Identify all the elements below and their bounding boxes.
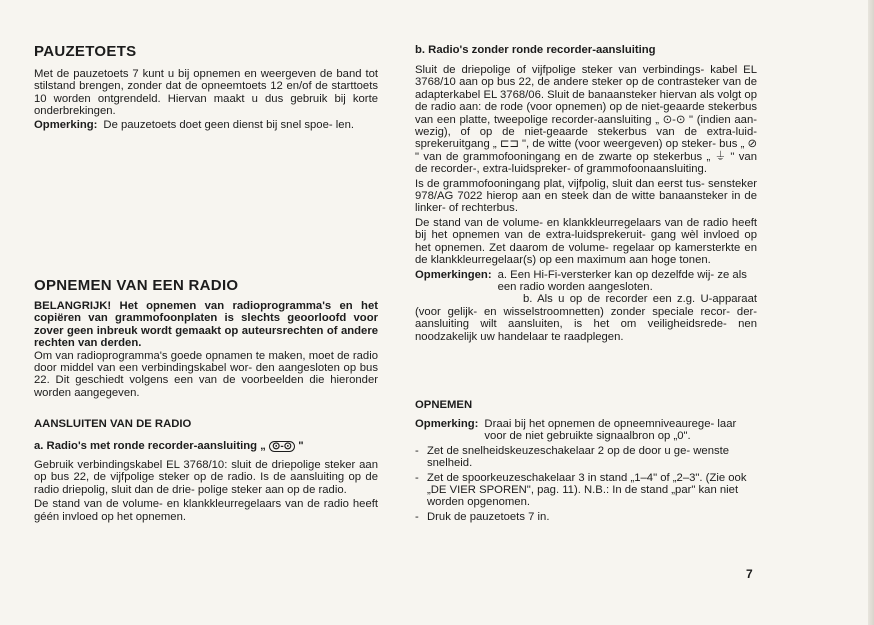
pauzetoets-heading: PAUZETOETS <box>34 43 137 60</box>
radio-b-text1: Sluit de driepolige of vijfpolige steker van verbindings- kabel EL 3768/10 aan op bus 22, de andere steker op de contrasteker van de adapterkabel EL 3768/06. Sluit de banaansteker hiervan als volgt op de radio aan: de rode (voor opnemen) op de niet-geaarde stekerbus van een platte, tweepolige recorder-aansluiting „ ⊙-⊙ " (indien aan- wezig), of op de niet-geaarde stekerbus van de extra-luid- sprekeruitgang „ ⊏⊐ ", de witte (voor weergeven) op steker- bus „ ⊘ " van de grammofooningang en de zwarte op stekerbus „ ⏚ " van de recorder-, extra-luidspreker- of grammofoonaansluiting. <box>415 64 757 176</box>
pauzetoets-text: Met de pauzetoets 7 kunt u bij opnemen en weergeven de band tot stilstand brengen, zonder dat de opneemtoets 12 en/of de starttoets 10 worden ontgrendeld. Hiervan maakt u dus gebruik bij korte onderbrekingen. <box>34 68 378 118</box>
opnemen-step-3 <box>415 511 757 523</box>
radio-b-note-a: a. Een Hi-Fi-versterker kan op dezelfde wij- ze als een radio worden aangesloten. <box>497 268 747 293</box>
page-number: 7 <box>746 567 753 581</box>
opnemen-note-text: Draai bij het opnemen de opneemniveaurege- laar voor de niet gebruikte signaalbron op „0". <box>484 418 737 443</box>
opnemen-step-1 <box>415 445 757 470</box>
round-recorder-socket-icon: ⊙-⊙ <box>269 441 295 452</box>
opnemen-note-label: Opmerking: <box>415 418 479 430</box>
page-edge <box>868 0 874 625</box>
dash-bullet: - <box>415 471 419 484</box>
opnemen-step-2-text: Zet de spoorkeuzeschakelaar 3 in stand „1–4" of „2–3". (Zie ook „DE VIER SPOREN", pag. 11). N.B.: In de stand „par" kan niet worden opgenomen. <box>427 471 747 509</box>
radio-a-text2: De stand van de volume- en klankkleurregelaars van de radio heeft géén invloed op het opnemen. <box>34 498 378 523</box>
opnemen-radio-heading: OPNEMEN VAN EEN RADIO <box>34 277 239 294</box>
radio-a-title-end: " <box>298 440 304 452</box>
opnemen-radio-section <box>34 300 378 399</box>
radio-b-notes-label: Opmerkingen: <box>415 268 492 281</box>
radio-a-heading <box>34 440 378 452</box>
pauzetoets-note-label: Opmerking: <box>34 118 98 131</box>
radio-a-section <box>34 459 378 523</box>
radio-b-text2: Is de grammofooningang plat, vijfpolig, sluit dan eerst tus- sensteker 978/AG 7022 hierop aan en steek dan de witte banaansteker in de linker- of rechterbus. <box>415 177 757 215</box>
opnemen-step-3-text: Druk de pauzetoets 7 in. <box>427 510 550 523</box>
opnemen-heading: OPNEMEN <box>415 399 473 411</box>
pauzetoets-section <box>34 68 378 131</box>
pauzetoets-note-text: De pauzetoets doet geen dienst bij snel spoe- len. <box>103 118 354 131</box>
opnemen-step-1-text: Zet de snelheidskeuzeschakelaar 2 op de door u ge- wenste snelheid. <box>427 444 730 470</box>
radio-b-section <box>415 64 757 343</box>
opnemen-note <box>415 418 757 443</box>
opnemen-section <box>415 418 757 523</box>
radio-a-text1: Gebruik verbindingskabel EL 3768/10: sluit de driepolige steker aan op bus 22, de vijfpolige steker op de radio. Is de aansluiting op de radio driepolig, sluit dan de drie- polige steker aan op de radio. <box>34 459 378 496</box>
pauzetoets-note <box>34 119 378 131</box>
radio-intro-text: Om van radioprogramma's goede opnamen te maken, moet de radio door middel van een verbindingskabel wor- den aangesloten op bus 22. Dit geschiedt volgens een van de voorbeelden die hieronder worden aangegeven. <box>34 349 378 399</box>
radio-b-note-b: b. Als u op de recorder een z.g. U-apparaat (voor gelijk- en wisselstroomnetten) zonder speciale recor- der-aansluiting wilt aansluiten, is het om veiligheidsrede- nen noodzakelijk uw handelaar te raadplegen. <box>415 293 757 343</box>
radio-b-heading: b. Radio's zonder ronde recorder-aansluiting <box>415 44 656 56</box>
opnemen-step-2 <box>415 472 757 509</box>
radio-a-title: a. Radio's met ronde recorder-aansluiting „ <box>34 440 266 452</box>
dash-bullet: - <box>415 510 419 523</box>
radio-b-text3: De stand van de volume- en klankkleurregelaars van de radio heeft bij het opnemen van de extra-luidsprekeruit- gang wèl invloed op het opnemen. Zet daarom de volume- regelaar op kamersterkte en de klankkleurregelaar(s) op een maximum aan hoge tonen. <box>415 216 757 267</box>
radio-b-notes <box>415 269 757 294</box>
belangrijk-text: BELANGRIJK! Het opnemen van radioprogramma's en het copiëren van grammofoonplaten is slechts geoorloofd voor zover geen inbreuk wordt gemaakt op auteursrechten of andere rechten van derden. <box>34 300 378 350</box>
aansluiten-heading: AANSLUITEN VAN DE RADIO <box>34 418 192 430</box>
dash-bullet: - <box>415 444 419 457</box>
